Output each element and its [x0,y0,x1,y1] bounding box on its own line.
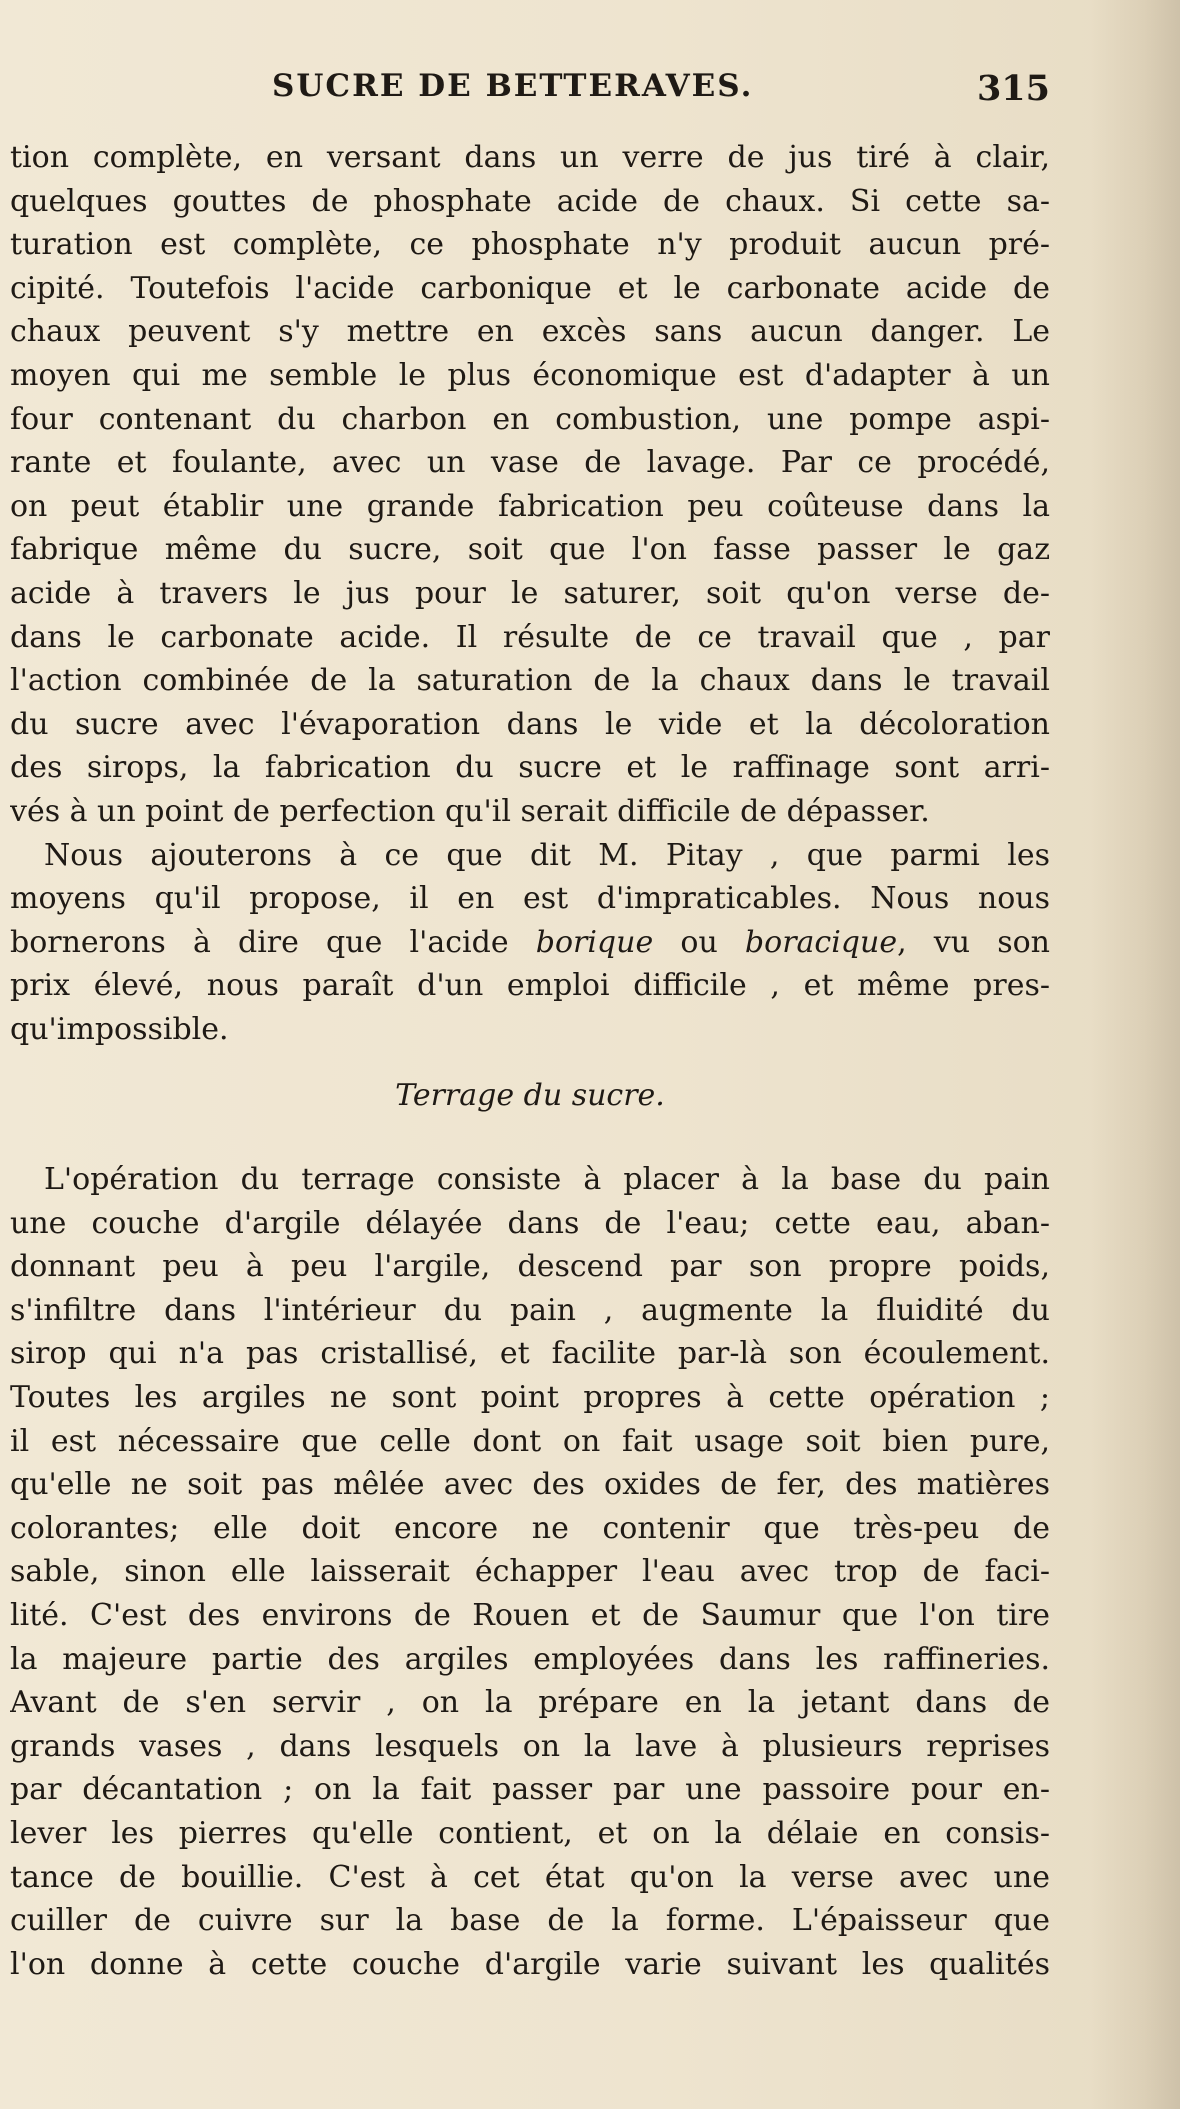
page-header [10,68,1050,112]
text-line: sirop qui n'a pas cristallisé, et facilite par-là son écoulement. [10,1336,1050,1372]
text-run: , vu son [897,924,1050,960]
text-line: quelques gouttes de phosphate acide de chaux. Si cette sa- [10,183,1050,219]
text-line-boric [10,921,1050,965]
text-line: grands vases , dans lesquels on la lave à plusieurs reprises [10,1728,1050,1764]
text-line: cuiller de cuivre sur la base de la forme. L'épaisseur que [10,1903,1050,1939]
text-line: Nous ajouterons à ce que dit M. Pitay , que parmi les [44,837,1050,873]
italic-term-borique: borique [535,924,654,960]
text-line: des sirops, la fabrication du sucre et le raffinage sont arri- [10,750,1050,786]
text-line: qu'impossible. [10,1011,229,1047]
text-line: Avant de s'en servir , on la prépare en la jetant dans de [10,1685,1050,1721]
text-line: moyen qui me semble le plus économique est d'adapter à un [10,357,1050,393]
text-run: bornerons à dire que l'acide [10,924,536,960]
text-line: du sucre avec l'évaporation dans le vide et la décoloration [10,706,1050,742]
text-line: la majeure partie des argiles employées dans les raffineries. [10,1641,1050,1677]
text-line: turation est complète, ce phosphate n'y produit aucun pré- [10,227,1050,263]
text-line: prix élevé, nous paraît d'un emploi difficile , et même pres- [10,968,1050,1004]
text-run: ou [653,924,745,960]
italic-term-boracique: boracique [744,924,898,960]
section-heading: Terrage du sucre. [395,1078,665,1113]
text-line: l'action combinée de la saturation de la chaux dans le travail [10,663,1050,699]
text-line: sable, sinon elle laisserait échapper l'eau avec trop de faci- [10,1554,1050,1590]
text-line: colorantes; elle doit encore ne contenir que très-peu de [10,1510,1050,1546]
text-line: L'opération du terrage consiste à placer à la base du pain [44,1162,1050,1197]
page-gutter-shadow [1090,0,1180,2109]
text-line: donnant peu à peu l'argile, descend par son propre poids, [10,1249,1050,1285]
text-line: qu'elle ne soit pas mêlée avec des oxides de fer, des matières [10,1467,1050,1503]
text-line: s'infiltre dans l'intérieur du pain , augmente la fluidité du [10,1292,1050,1328]
text-line: on peut établir une grande fabrication peu coûteuse dans la [10,488,1050,524]
text-line: four contenant du charbon en combustion, une pompe aspi- [10,401,1050,437]
text-line: dans le carbonate acide. Il résulte de ce travail que , par [10,619,1050,655]
text-line: Toutes les argiles ne sont point propres à cette opération ; [10,1379,1050,1415]
paragraph-terrage [10,1158,1050,1986]
running-title: SUCRE DE BETTERAVES. [272,68,754,104]
text-line: par décantation ; on la fait passer par une passoire pour en- [10,1772,1050,1808]
text-line: il est nécessaire que celle dont on fait usage soit bien pure, [10,1423,1050,1459]
text-line: l'on donne à cette couche d'argile varie suivant les qualités [10,1946,1050,1982]
page-number: 315 [976,68,1050,109]
text-line: lever les pierres qu'elle contient, et on la délaie en consis- [10,1815,1050,1851]
text-line: une couche d'argile délayée dans de l'eau; cette eau, aban- [10,1205,1050,1241]
text-line: cipité. Toutefois l'acide carbonique et le carbonate acide de [10,270,1050,306]
text-line: lité. C'est des environs de Rouen et de Saumur que l'on tire [10,1597,1050,1633]
text-line: vés à un point de perfection qu'il serait difficile de dépasser. [10,793,930,829]
text-line: moyens qu'il propose, il en est d'impraticables. Nous nous [10,881,1050,917]
text-line: tion complète, en versant dans un verre de jus tiré à clair, [10,140,1050,175]
text-line: fabrique même du sucre, soit que l'on fasse passer le gaz [10,532,1050,568]
text-line: acide à travers le jus pour le saturer, soit qu'on verse de- [10,575,1050,611]
text-line: chaux peuvent s'y mettre en excès sans aucun danger. Le [10,314,1050,350]
paragraph-saturation [10,136,1050,1051]
text-line: rante et foulante, avec un vase de lavage. Par ce procédé, [10,445,1050,481]
text-line: tance de bouillie. C'est à cet état qu'on la verse avec une [10,1859,1050,1895]
